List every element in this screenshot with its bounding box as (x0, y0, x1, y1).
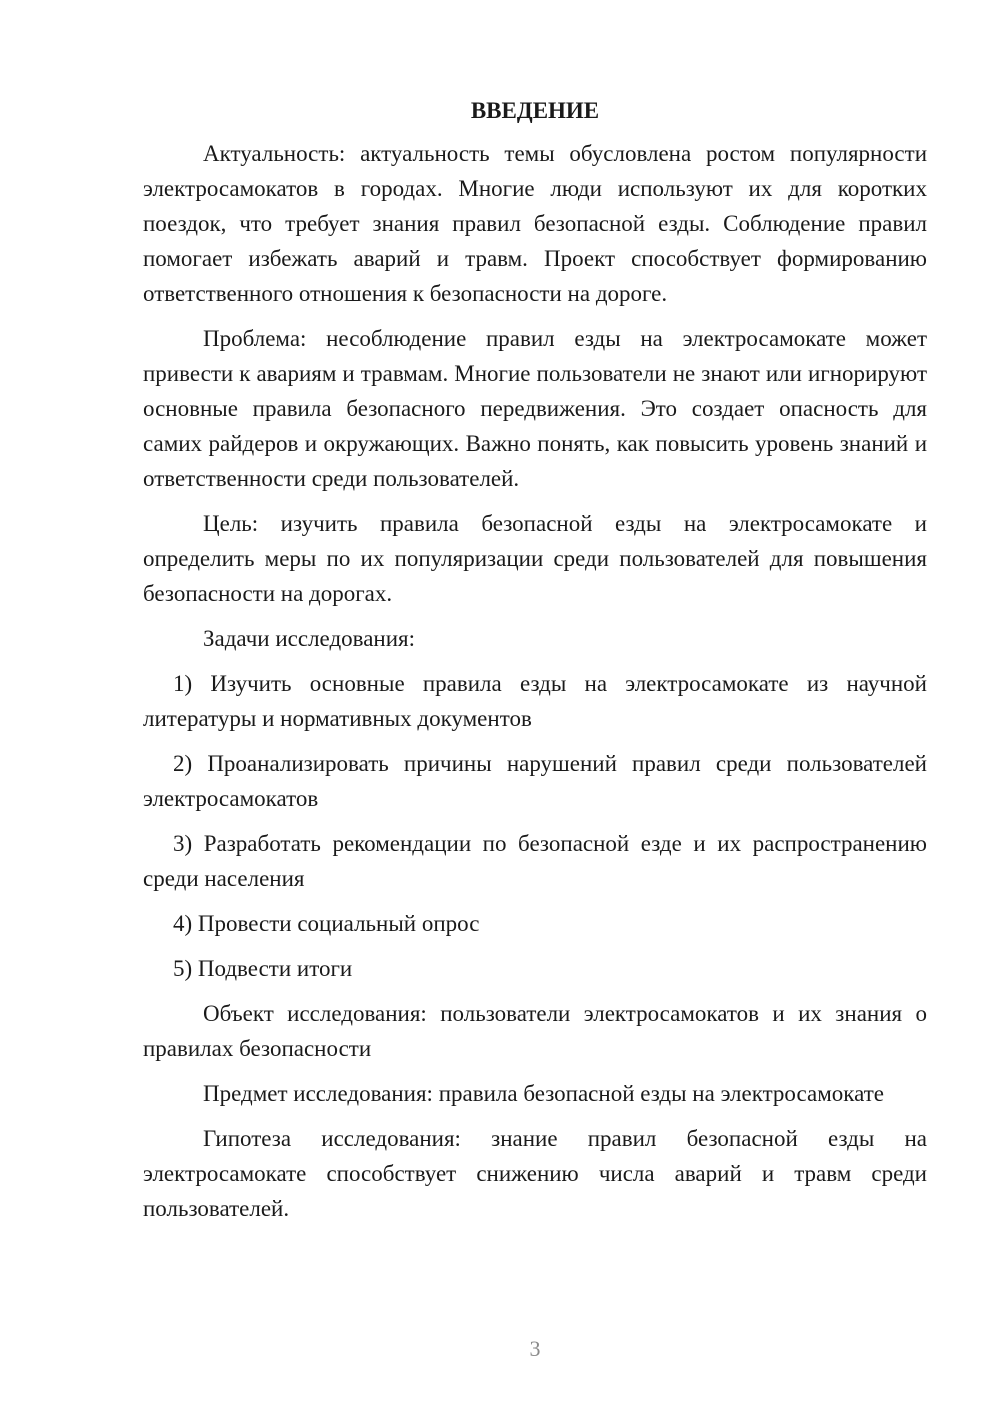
paragraph-relevance: Актуальность: актуальность темы обусловлена ростом популярности электросамокатов в городах. Многие люди используют их для коротких поездок, что требует знания правил безопасной езды. Соблюдение правил помогает избежать аварий и травм. Проект способствует формированию ответственного отношения к безопасности на дороге. (143, 141, 927, 306)
paragraph-problem: Проблема: несоблюдение правил езды на электросамокате может привести к авариям и травмам. Многие пользователи не знают или игнорируют основные правила безопасного передвижения. Это создает опасность для самих райдеров и окружающих. Важно понять, как повысить уровень знаний и ответственности среди пользователей. (143, 326, 927, 491)
task-item-1: 1) Изучить основные правила езды на электросамокате из научной литературы и нормативных документов (143, 671, 927, 731)
page-number: 3 (529, 1336, 541, 1361)
paragraph-hypothesis: Гипотеза исследования: знание правил безопасной езды на электросамокате способствует снижению числа аварий и травм среди пользователей. (143, 1126, 927, 1221)
paragraph-object: Объект исследования: пользователи электросамокатов и их знания о правилах безопасности (143, 1001, 927, 1061)
task-item-2: 2) Проанализировать причины нарушений правил среди пользователей электросамокатов (143, 751, 927, 811)
task-item-3: 3) Разработать рекомендации по безопасной езде и их распространению среди населения (143, 831, 927, 891)
paragraph-subject: Предмет исследования: правила безопасной езды на электросамокате (203, 1081, 884, 1106)
document-body (143, 93, 927, 1226)
task-item-4: 4) Провести социальный опрос (173, 911, 480, 936)
paragraph-tasks-heading: Задачи исследования: (203, 626, 416, 651)
paragraph-goal: Цель: изучить правила безопасной езды на электросамокате и определить меры по их популяризации среди пользователей для повышения безопасности на дорогах. (143, 511, 927, 606)
section-title: ВВЕДЕНИЕ (470, 98, 600, 123)
task-item-5: 5) Подвести итоги (173, 956, 353, 981)
